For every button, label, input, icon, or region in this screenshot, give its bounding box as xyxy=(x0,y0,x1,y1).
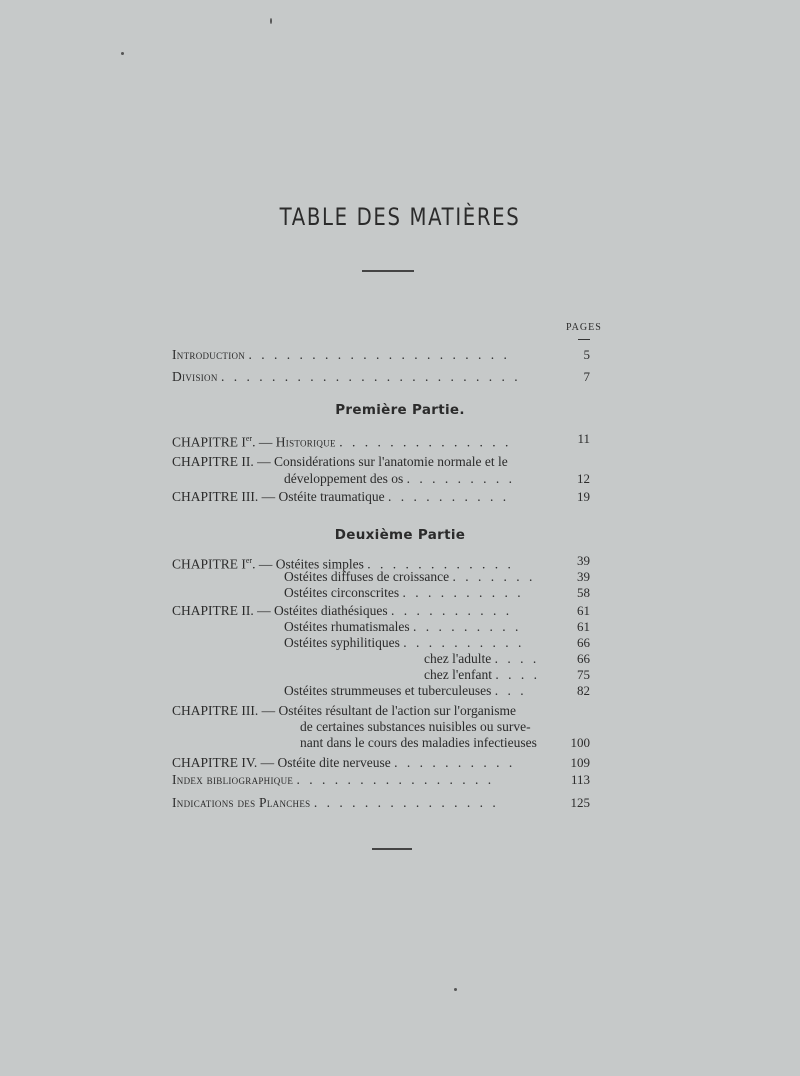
toc-subentry xyxy=(284,683,527,699)
page-number: 11 xyxy=(577,431,590,446)
entry-label: Introduction xyxy=(172,347,246,362)
page-number: 5 xyxy=(583,347,590,362)
toc-chapter-continuation xyxy=(284,471,515,487)
chapter-title-cont: de certaines substances nuisibles ou surve- xyxy=(300,719,531,734)
page-number: 7 xyxy=(583,369,590,384)
toc-entry-planches xyxy=(172,795,499,811)
chapter-title: Historique xyxy=(275,434,336,450)
toc-chapter-continuation xyxy=(300,719,531,735)
title-rule xyxy=(362,270,414,272)
chapter-title: Ostéites simples xyxy=(275,556,364,572)
page-number: 125 xyxy=(570,795,590,810)
toc-chapter xyxy=(172,755,515,771)
leader-dots: . . . . . . . xyxy=(452,569,536,584)
leader-dots: . . . . . . . . . . . . . . . . xyxy=(296,772,495,787)
chapter-sep: — xyxy=(257,454,271,469)
chapter-title: Considérations sur l'anatomie normale et le xyxy=(274,454,508,469)
toc-chapter xyxy=(172,431,511,451)
chapter-label: CHAPITRE I xyxy=(172,556,246,572)
toc-subentry xyxy=(424,667,540,683)
paper-speck xyxy=(121,52,124,55)
chapter-sup: er xyxy=(245,556,253,565)
subentry-title: Ostéites rhumatismales xyxy=(284,619,410,634)
chapter-title: Ostéite traumatique xyxy=(278,489,385,504)
pages-dash xyxy=(578,339,590,340)
toc-chapter xyxy=(172,489,509,505)
chapter-sep: — xyxy=(261,489,276,504)
page-number: 113 xyxy=(570,772,590,787)
leader-dots: . . . . . . . . . . . . . . . . . . . . . xyxy=(248,347,510,362)
toc-subentry xyxy=(284,585,524,601)
subentry-title: chez l'adulte xyxy=(424,651,492,666)
chapter-label: CHAPITRE I xyxy=(172,434,246,450)
page-number: 39 xyxy=(577,569,590,584)
chapter-sep: . — xyxy=(252,556,273,572)
page-number: 58 xyxy=(577,585,590,600)
chapter-sup: er xyxy=(245,434,253,443)
bottom-rule xyxy=(372,848,412,850)
leader-dots: . . . . . . . . . . xyxy=(387,489,510,504)
chapter-label: CHAPITRE II. xyxy=(172,603,254,618)
page-number: 75 xyxy=(577,667,590,682)
page-number: 12 xyxy=(577,471,590,486)
subentry-title: Ostéites circonscrites xyxy=(284,585,400,600)
part-heading-1: Première Partie. xyxy=(335,402,465,418)
leader-dots: . . . . xyxy=(495,667,541,682)
toc-chapter xyxy=(172,703,516,719)
toc-subentry xyxy=(424,651,539,667)
subentry-title: chez l'enfant xyxy=(424,667,493,682)
leader-dots: . . . . . . . . . xyxy=(412,619,522,634)
page-number: 61 xyxy=(577,603,590,618)
subentry-title: Ostéites diffuses de croissance xyxy=(284,569,450,584)
page-number: 109 xyxy=(570,755,590,770)
page-number: 66 xyxy=(577,635,590,650)
entry-label: Division xyxy=(172,369,218,384)
leader-dots: . . . . . . . . . . xyxy=(394,755,516,770)
leader-dots: . . . . . . . . . . xyxy=(390,603,513,618)
toc-chapter xyxy=(172,603,512,619)
leader-dots: . . . . . . . . . xyxy=(406,471,515,486)
chapter-sep: — xyxy=(257,603,271,618)
leader-dots: . . . . . . . . . . xyxy=(402,585,524,600)
chapter-title-cont: nant dans le cours des maladies infectieuses xyxy=(300,735,537,750)
page-number: 100 xyxy=(570,735,590,750)
chapter-title: Ostéites diathésiques xyxy=(274,603,388,618)
entry-label: Indications des Planches xyxy=(172,795,311,810)
chapter-title: Ostéite dite nerveuse xyxy=(277,755,391,770)
chapter-label: CHAPITRE II. xyxy=(172,454,254,469)
page-number: 66 xyxy=(577,651,590,666)
chapter-title-cont: développement des os xyxy=(284,471,404,486)
leader-dots: . . . . . . . . . . . . . . xyxy=(339,434,512,450)
toc-entry-division xyxy=(172,369,521,385)
subentry-title: Ostéites strummeuses et tuberculeuses xyxy=(284,683,492,698)
toc-entry-introduction xyxy=(172,347,510,363)
toc-chapter xyxy=(172,454,508,470)
page-number: 39 xyxy=(577,553,590,568)
chapter-title: Ostéites résultant de l'action sur l'organisme xyxy=(278,703,516,718)
leader-dots: . . . . xyxy=(494,651,540,666)
leader-dots: . . . . . . . . . . . . xyxy=(367,556,514,572)
toc-subentry xyxy=(284,619,521,635)
toc-entry-index xyxy=(172,772,494,788)
leader-dots: . . . . . . . . . . xyxy=(403,635,525,650)
leader-dots: . . . . . . . . . . . . . . . xyxy=(313,795,499,810)
toc-subentry xyxy=(284,635,524,651)
chapter-sep: . — xyxy=(252,434,273,450)
entry-label: Index bibliographique xyxy=(172,772,294,787)
page-title: TABLE DES MATIÈRES xyxy=(279,203,521,231)
chapter-label: CHAPITRE III. xyxy=(172,489,259,504)
chapter-sep: — xyxy=(260,755,275,770)
paper-speck xyxy=(454,988,457,991)
leader-dots: . . . . . . . . . . . . . . . . . . . . . . . . xyxy=(221,369,521,384)
toc-subentry xyxy=(284,569,535,585)
chapter-sep: — xyxy=(261,703,276,718)
paper-speck xyxy=(270,18,272,24)
page-number: 82 xyxy=(577,683,590,698)
page-number: 61 xyxy=(577,619,590,634)
part-heading-2: Deuxième Partie xyxy=(334,527,466,543)
chapter-label: CHAPITRE IV. xyxy=(172,755,258,770)
subentry-title: Ostéites syphilitiques xyxy=(284,635,400,650)
pages-column-label: PAGES xyxy=(566,322,602,333)
page-number: 19 xyxy=(577,489,590,504)
leader-dots: . . . xyxy=(494,683,527,698)
chapter-label: CHAPITRE III. xyxy=(172,703,259,718)
toc-chapter-continuation xyxy=(300,735,537,751)
